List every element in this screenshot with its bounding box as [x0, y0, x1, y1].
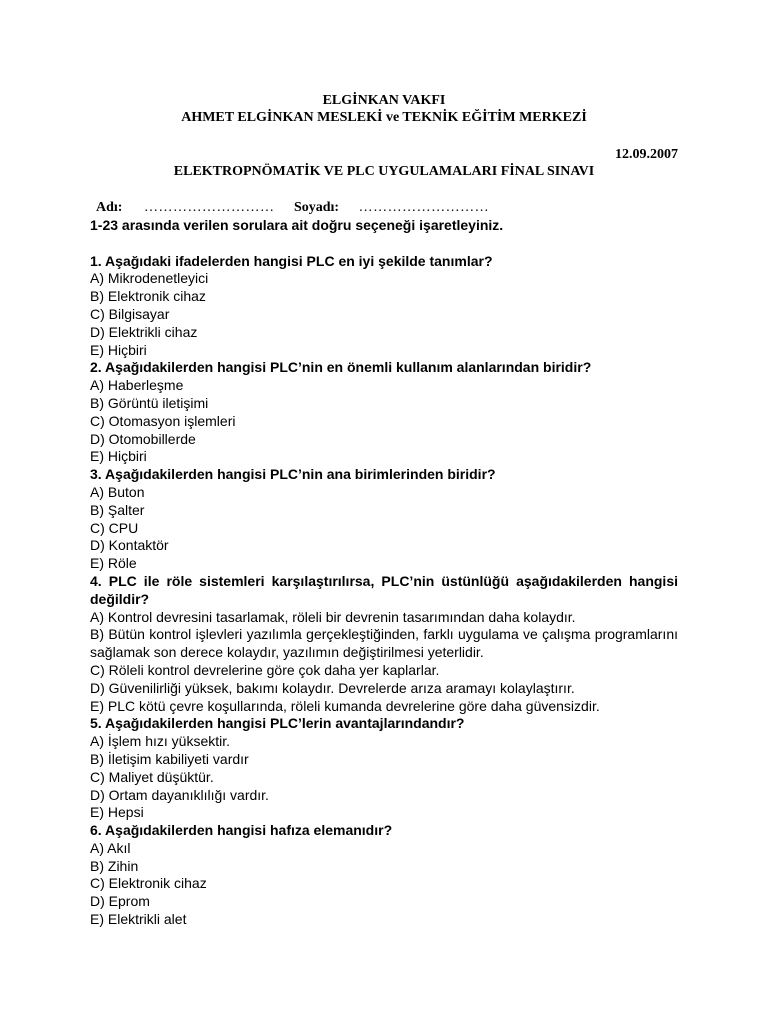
option-e[interactable]: E) Hiçbiri	[90, 341, 147, 358]
option-e[interactable]: E) Röle	[90, 555, 137, 572]
question-block	[90, 466, 678, 573]
question-text: 6. Aşağıdakilerden hangisi hafıza elemanıdır?	[90, 822, 393, 839]
exam-page	[90, 0, 678, 1024]
foundation-name: ELGİNKAN VAKFI	[322, 93, 446, 108]
option-a[interactable]: A) Kontrol devresini tasarlamak, röleli bir devrenin tasarımından daha kolaydır.	[90, 608, 576, 625]
header-block	[90, 92, 678, 126]
option-b[interactable]: B) Zihin	[90, 857, 139, 874]
option-c[interactable]: C) Maliyet düşüktür.	[90, 768, 214, 785]
option-a[interactable]: A) Mikrodenetleyici	[90, 270, 209, 287]
name-field-dots[interactable]: ………………………	[143, 200, 275, 215]
option-d[interactable]: D) Ortam dayanıklılığı vardır.	[90, 786, 269, 803]
surname-field-dots[interactable]: ………………………	[358, 200, 490, 215]
question-block	[90, 822, 678, 929]
option-d[interactable]: D) Eprom	[90, 893, 150, 910]
option-c[interactable]: C) Röleli kontrol devrelerine göre çok daha yer kaplarlar.	[90, 661, 440, 678]
option-e[interactable]: E) Elektrikli alet	[90, 911, 187, 928]
option-a[interactable]: A) Haberleşme	[90, 377, 184, 394]
option-c[interactable]: C) Bilgisayar	[90, 305, 170, 322]
option-a[interactable]: A) İşlem hızı yüksektir.	[90, 733, 231, 750]
question-block	[90, 715, 678, 822]
option-b[interactable]: B) Elektronik cihaz	[90, 288, 206, 305]
exam-date: 12.09.2007	[615, 147, 678, 162]
option-d[interactable]: D) Kontaktör	[90, 537, 169, 554]
name-label: Adı:	[96, 200, 123, 215]
question-text: 1. Aşağıdaki ifadelerden hangisi PLC en iyi şekilde tanımlar?	[90, 252, 493, 269]
question-block	[90, 359, 678, 466]
option-d[interactable]: D) Güvenilirliği yüksek, bakımı kolaydır. Devrelerde arıza aramayı kolaylaştırır.	[90, 679, 575, 696]
student-info-line	[96, 199, 678, 217]
option-e[interactable]: E) Hepsi	[90, 804, 144, 821]
option-c[interactable]: C) Otomasyon işlemleri	[90, 412, 236, 429]
option-b[interactable]: B) Şalter	[90, 501, 145, 518]
question-text: 2. Aşağıdakilerden hangisi PLC’nin en önemli kullanım alanlarından biridir?	[90, 359, 592, 376]
option-c[interactable]: C) CPU	[90, 519, 139, 536]
option-d[interactable]: D) Otomobillerde	[90, 430, 196, 447]
option-a[interactable]: A) Akıl	[90, 839, 131, 856]
option-b[interactable]: B) Görüntü iletişimi	[90, 394, 209, 411]
school-name: AHMET ELGİNKAN MESLEKİ ve TEKNİK EĞİTİM MERKEZİ	[181, 110, 587, 125]
question-text: 3. Aşağıdakilerden hangisi PLC’nin ana birimlerinden biridir?	[90, 466, 496, 483]
option-b[interactable]: B) Bütün kontrol işlevleri yazılımla gerçekleştiğinden, farklı uygulama ve çalışma programlarını sağlamak son derece kolaydır, yazılımın değiştirilmesi yeterlidir.	[90, 626, 678, 661]
option-e[interactable]: E) PLC kötü çevre koşullarında, röleli kumanda devrelerine göre daha güvensizdir.	[90, 697, 600, 714]
option-b[interactable]: B) İletişim kabiliyeti vardır	[90, 750, 249, 767]
question-text: 4. PLC ile röle sistemleri karşılaştırılırsa, PLC’nin üstünlüğü aşağıdakilerden hangisi değildir?	[90, 572, 678, 607]
spacer	[90, 235, 678, 253]
surname-label: Soyadı:	[293, 200, 340, 215]
option-c[interactable]: C) Elektronik cihaz	[90, 875, 207, 892]
instruction-text: 1-23 arasında verilen sorulara ait doğru seçeneği işaretleyiniz.	[90, 217, 504, 233]
question-block	[90, 573, 678, 715]
question-block	[90, 253, 678, 360]
option-e[interactable]: E) Hiçbiri	[90, 448, 147, 465]
option-a[interactable]: A) Buton	[90, 483, 145, 500]
option-d[interactable]: D) Elektrikli cihaz	[90, 323, 198, 340]
questions-content	[90, 217, 678, 929]
question-text: 5. Aşağıdakilerden hangisi PLC’lerin avantajlarındandır?	[90, 715, 465, 732]
exam-title: ELEKTROPNÖMATİK VE PLC UYGULAMALARI FİNAL SINAVI	[173, 164, 595, 179]
